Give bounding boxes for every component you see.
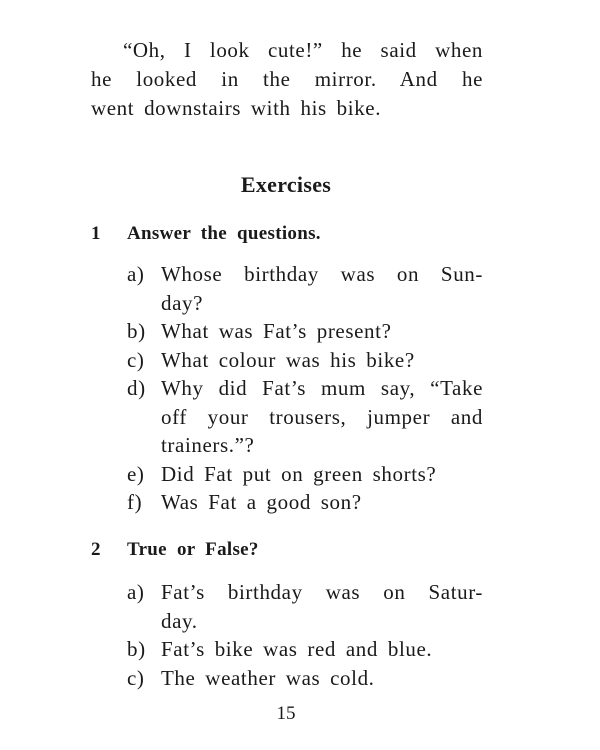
- question-item: [127, 317, 483, 346]
- statement-item: [127, 578, 483, 635]
- question-item: [127, 488, 483, 517]
- item-line: Was Fat a good son?: [161, 490, 362, 514]
- item-line: What colour was his bike?: [161, 347, 415, 372]
- item-letter: f): [127, 490, 143, 514]
- exercise-2-heading: [91, 539, 259, 561]
- item-line: day?: [161, 290, 204, 315]
- question-item: [127, 346, 483, 375]
- exercise-title: Answer the questions.: [127, 223, 321, 244]
- story-paragraph: [91, 36, 483, 123]
- item-line: What was Fat’s present?: [161, 319, 392, 343]
- question-item: [127, 260, 483, 317]
- item-letter: a): [127, 262, 145, 286]
- item-line: Did Fat put on green shorts?: [161, 461, 437, 486]
- statement-item: [127, 664, 483, 693]
- exercise-1-questions: [127, 260, 483, 517]
- exercise-number: 1: [91, 223, 101, 244]
- item-letter: b): [127, 637, 146, 661]
- story-line: “Oh, I look cute!” he said when: [123, 38, 483, 62]
- page-number: 15: [276, 703, 296, 724]
- item-line: Why did Fat’s mum say, “Take: [161, 376, 483, 400]
- item-letter: e): [127, 461, 145, 486]
- item-line: Fat’s birthday was on Satur-: [161, 580, 483, 604]
- item-line: Whose birthday was on Sun-: [161, 262, 483, 286]
- item-line: off your trousers, jumper and: [161, 404, 483, 429]
- story-line: went downstairs with his bike.: [91, 96, 382, 120]
- item-line: The weather was cold.: [161, 665, 375, 690]
- item-line: trainers.”?: [161, 433, 255, 457]
- story-line: he looked in the mirror. And he: [91, 67, 483, 91]
- exercise-2-statements: [127, 578, 483, 692]
- item-letter: c): [127, 347, 145, 372]
- statement-item: [127, 635, 483, 664]
- item-line: Fat’s bike was red and blue.: [161, 637, 433, 661]
- item-line: day.: [161, 608, 198, 633]
- item-letter: b): [127, 319, 146, 343]
- question-item: [127, 460, 483, 489]
- section-heading: Exercises: [240, 172, 332, 197]
- item-letter: c): [127, 665, 145, 690]
- item-letter: d): [127, 376, 146, 400]
- exercise-title: True or False?: [127, 539, 259, 560]
- exercise-1-heading: [91, 223, 321, 245]
- exercise-number: 2: [91, 539, 101, 560]
- item-letter: a): [127, 580, 145, 604]
- question-item: [127, 374, 483, 460]
